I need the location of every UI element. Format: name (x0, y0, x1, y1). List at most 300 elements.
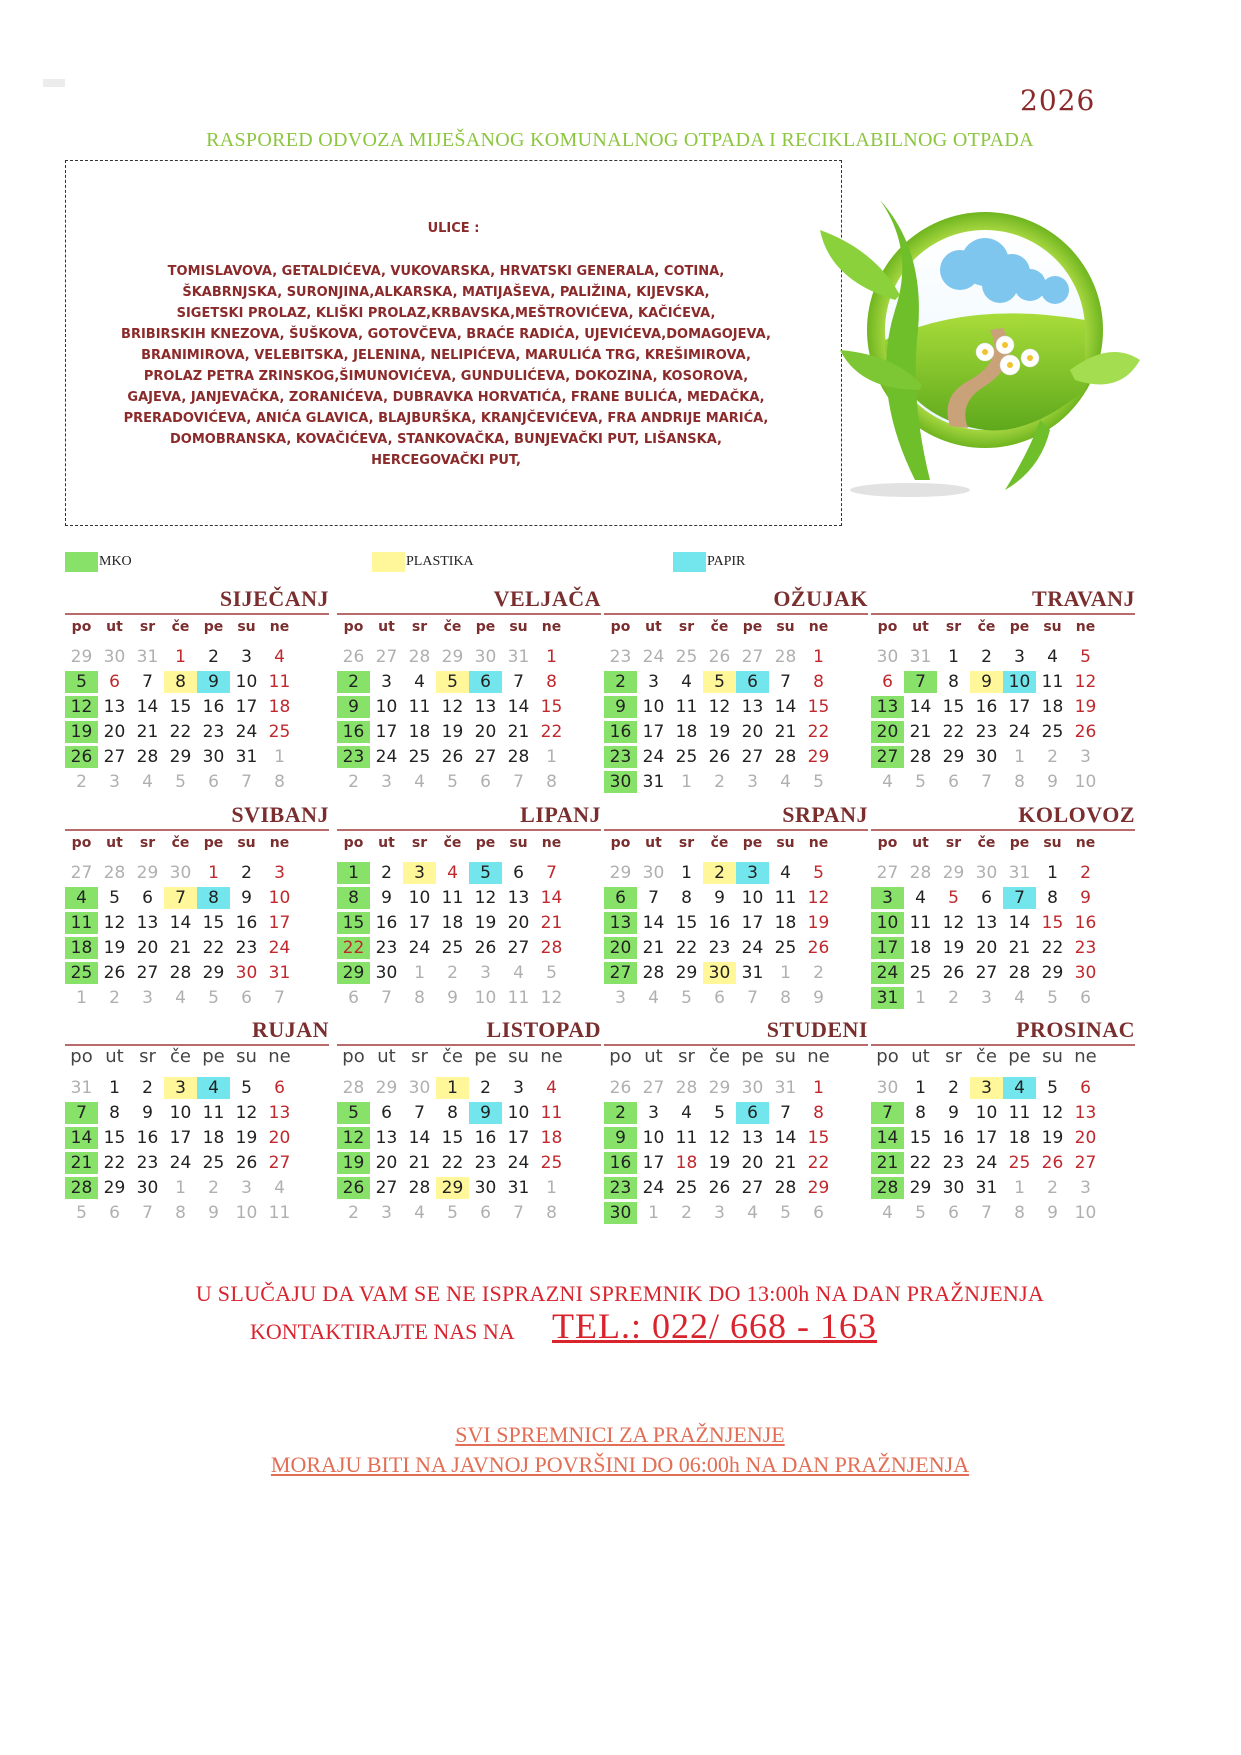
calendar-day-outside: 1 (414, 963, 425, 983)
calendar-day: 14 (408, 1128, 431, 1148)
calendar-day-outside: 5 (1047, 988, 1058, 1008)
calendar-day-outside: 1 (175, 1178, 186, 1198)
calendar-day: 18 (65, 937, 98, 959)
calendar-day-outside: 27 (375, 647, 398, 667)
calendar-day-outside: 1 (274, 747, 285, 767)
weekday-label: če (170, 1046, 191, 1067)
calendar-day: 12 (441, 697, 464, 717)
calendar-day-outside: 2 (208, 1178, 219, 1198)
calendar-day: 19 (708, 1153, 731, 1173)
calendar-day-outside: 11 (268, 1203, 291, 1223)
calendar-day: 13 (741, 1128, 764, 1148)
calendar-day-outside: 7 (513, 1203, 524, 1223)
calendar-day-outside: 28 (909, 863, 932, 883)
calendar-day-outside: 6 (948, 1203, 959, 1223)
calendar-day-outside: 24 (642, 647, 665, 667)
calendar-day-outside: 7 (747, 988, 758, 1008)
weekday-label: ne (1074, 1046, 1097, 1067)
calendar-day: 6 (142, 888, 153, 908)
calendar-day: 18 (1008, 1128, 1031, 1148)
calendar-day: 8 (915, 1103, 926, 1123)
month-divider (604, 829, 868, 831)
weekday-label: ut (105, 1046, 124, 1067)
calendar-day: 5 (337, 1102, 370, 1124)
calendar-day: 10 (871, 912, 904, 934)
calendar-day: 11 (1008, 1103, 1031, 1123)
street-line: BRANIMIROVA, VELEBITSKA, JELENINA, NELIPIĆEVA, MARULIĆA TRG, KREŠIMIROVA, (141, 348, 751, 363)
weekday-label: ne (540, 1046, 563, 1067)
calendar-day: 13 (604, 912, 637, 934)
calendar-day: 24 (642, 1178, 665, 1198)
calendar-day: 13 (103, 697, 126, 717)
calendar-day: 16 (604, 1152, 637, 1174)
calendar-day-outside: 6 (480, 1203, 491, 1223)
calendar-day: 19 (103, 938, 126, 958)
calendar-day: 8 (337, 887, 370, 909)
calendar-day-outside: 6 (208, 772, 219, 792)
calendar-day: 5 (241, 1078, 252, 1098)
calendar-day: 5 (1047, 1078, 1058, 1098)
calendar-day: 27 (975, 963, 998, 983)
calendar-day: 3 (403, 862, 436, 884)
weekday-label: pe (475, 619, 496, 635)
weekday-label: ut (378, 619, 395, 635)
calendar-day: 6 (604, 887, 637, 909)
calendar-day: 16 (375, 913, 398, 933)
calendar-day: 21 (642, 938, 665, 958)
calendar-day-outside: 3 (381, 772, 392, 792)
calendar-day: 3 (736, 862, 769, 884)
calendar-day: 9 (948, 1103, 959, 1123)
month-srpanj (604, 802, 868, 1012)
month-lipanj (337, 802, 601, 1012)
calendar-day: 11 (909, 913, 932, 933)
calendar-day: 10 (268, 888, 291, 908)
calendar-day: 17 (235, 697, 258, 717)
weekday-label: sr (678, 835, 695, 851)
calendar-day-outside: 3 (1080, 747, 1091, 767)
calendar-day: 28 (507, 747, 530, 767)
calendar-day: 17 (975, 1128, 998, 1148)
calendar-day: 5 (65, 671, 98, 693)
calendar-day: 7 (65, 1102, 98, 1124)
calendar-day: 20 (375, 1153, 398, 1173)
calendar-day: 14 (774, 1128, 797, 1148)
calendar-day: 6 (109, 672, 120, 692)
calendar-day: 17 (268, 913, 291, 933)
calendar-day: 24 (169, 1153, 192, 1173)
weekday-label: po (343, 835, 364, 851)
street-line: HERCEGOVAČKI PUT, (371, 453, 521, 468)
calendar-day-outside: 28 (342, 1078, 365, 1098)
calendar-day-outside: 30 (474, 647, 497, 667)
calendar-day: 16 (136, 1128, 159, 1148)
calendar-day-outside: 30 (876, 647, 899, 667)
calendar-day: 1 (813, 647, 824, 667)
calendar-day: 11 (675, 1128, 698, 1148)
calendar-day: 7 (1003, 887, 1036, 909)
calendar-day: 21 (408, 1153, 431, 1173)
calendar-day-outside: 31 (909, 647, 932, 667)
legend-swatch-papir (673, 552, 706, 572)
calendar-day-outside: 31 (507, 647, 530, 667)
calendar-day: 27 (103, 747, 126, 767)
calendar-day: 18 (408, 722, 431, 742)
weekday-label: su (775, 1046, 796, 1067)
calendar-day: 16 (708, 913, 731, 933)
calendar-day: 6 (469, 671, 502, 693)
calendar-day: 12 (1041, 1103, 1064, 1123)
calendar-day-outside: 27 (642, 1078, 665, 1098)
weekday-label: pe (203, 835, 224, 851)
weekday-label: če (710, 835, 729, 851)
calendar-day: 24 (871, 962, 904, 984)
calendar-day-outside: 5 (208, 988, 219, 1008)
calendar-day: 29 (942, 747, 965, 767)
calendar-day: 15 (103, 1128, 126, 1148)
calendar-day: 4 (681, 672, 692, 692)
month-name: RUJAN (251, 1017, 329, 1042)
calendar-day: 24 (507, 1153, 530, 1173)
calendar-day: 3 (648, 1103, 659, 1123)
calendar-day: 19 (441, 722, 464, 742)
calendar-day: 21 (774, 1153, 797, 1173)
calendar-day: 19 (235, 1128, 258, 1148)
calendar-day-outside: 6 (813, 1203, 824, 1223)
calendar-day: 1 (813, 1078, 824, 1098)
calendar-day: 23 (942, 1153, 965, 1173)
calendar-day: 24 (741, 938, 764, 958)
month-name: SVIBANJ (231, 802, 329, 827)
calendar-day: 11 (65, 912, 98, 934)
calendar-day-outside: 7 (981, 1203, 992, 1223)
calendar-day: 14 (507, 697, 530, 717)
calendar-day: 26 (65, 746, 98, 768)
legend-label-plastika: PLASTIKA (406, 554, 474, 569)
month-svibanj (65, 802, 329, 1012)
calendar-day-outside: 2 (714, 772, 725, 792)
calendar-day: 13 (975, 913, 998, 933)
calendar-day: 21 (540, 913, 563, 933)
calendar-day: 18 (909, 938, 932, 958)
calendar-day: 15 (169, 697, 192, 717)
calendar-day: 27 (604, 962, 637, 984)
calendar-day: 13 (136, 913, 159, 933)
calendar-day: 26 (441, 747, 464, 767)
calendar-day-outside: 12 (540, 988, 563, 1008)
calendar-day: 14 (136, 697, 159, 717)
calendar-day: 24 (235, 722, 258, 742)
calendar-day: 12 (474, 888, 497, 908)
calendar-day: 15 (337, 912, 370, 934)
month-name: PROSINAC (1016, 1017, 1135, 1042)
calendar-day-outside: 30 (169, 863, 192, 883)
calendar-day: 27 (507, 938, 530, 958)
month-name: OŽUJAK (773, 586, 868, 611)
calendar-day: 25 (774, 938, 797, 958)
month-divider (871, 613, 1135, 615)
calendar-day: 18 (540, 1128, 563, 1148)
calendar-day: 20 (136, 938, 159, 958)
year: 2026 (1020, 84, 1096, 117)
calendar-day: 1 (681, 863, 692, 883)
calendar-day: 13 (741, 697, 764, 717)
calendar-day: 5 (813, 863, 824, 883)
calendar-day-outside: 1 (546, 1178, 557, 1198)
calendar-day: 27 (871, 746, 904, 768)
calendar-day: 20 (741, 1153, 764, 1173)
calendar-day-outside: 5 (175, 772, 186, 792)
month-divider (337, 829, 601, 831)
calendar-day: 26 (1041, 1153, 1064, 1173)
weekday-label: su (1043, 835, 1062, 851)
calendar-day: 19 (337, 1152, 370, 1174)
calendar-day-outside: 6 (1080, 988, 1091, 1008)
weekday-label: ut (645, 619, 662, 635)
calendar-day: 26 (942, 963, 965, 983)
calendar-day: 24 (408, 938, 431, 958)
calendar-day-outside: 7 (274, 988, 285, 1008)
weekday-label: ne (808, 835, 829, 851)
calendar-day-outside: 9 (447, 988, 458, 1008)
weekday-label: ut (912, 619, 929, 635)
calendar-day: 2 (241, 863, 252, 883)
calendar-day: 15 (202, 913, 225, 933)
calendar-day: 20 (871, 721, 904, 743)
weekday-label: ut (644, 1046, 663, 1067)
calendar-day-outside: 4 (747, 1203, 758, 1223)
calendar-day-outside: 31 (70, 1078, 93, 1098)
calendar-day: 24 (375, 747, 398, 767)
calendar-day: 7 (780, 672, 791, 692)
weekday-label: su (508, 1046, 529, 1067)
weekday-label: pe (742, 835, 763, 851)
month-siječanj (65, 586, 329, 796)
calendar-day-outside: 1 (546, 747, 557, 767)
calendar-day: 19 (1074, 697, 1097, 717)
calendar-day: 29 (675, 963, 698, 983)
calendar-day: 15 (675, 913, 698, 933)
calendar-day: 28 (65, 1177, 98, 1199)
calendar-day: 28 (169, 963, 192, 983)
calendar-day: 10 (741, 888, 764, 908)
calendar-day-outside: 3 (381, 1203, 392, 1223)
weekday-label: ut (106, 619, 123, 635)
calendar-day: 10 (1003, 671, 1036, 693)
calendar-day: 13 (507, 888, 530, 908)
calendar-day: 5 (109, 888, 120, 908)
calendar-day: 12 (65, 696, 98, 718)
calendar-day: 6 (736, 671, 769, 693)
calendar-day-outside: 3 (241, 1178, 252, 1198)
calendar-day: 31 (642, 772, 665, 792)
calendar-day-outside: 28 (408, 647, 431, 667)
calendar-day: 1 (337, 862, 370, 884)
calendar-day: 6 (381, 1103, 392, 1123)
calendar-day: 12 (337, 1127, 370, 1149)
calendar-day: 5 (714, 1103, 725, 1123)
calendar-day-outside: 10 (235, 1203, 258, 1223)
calendar-day: 23 (235, 938, 258, 958)
calendar-day: 17 (375, 722, 398, 742)
calendar-day: 7 (780, 1103, 791, 1123)
calendar-day: 25 (65, 962, 98, 984)
weekday-label: ne (269, 619, 290, 635)
calendar-day: 24 (975, 1153, 998, 1173)
calendar-day: 17 (741, 913, 764, 933)
calendar-day-outside: 5 (447, 772, 458, 792)
calendar-day-outside: 23 (609, 647, 632, 667)
calendar-day: 20 (1074, 1128, 1097, 1148)
calendar-day: 9 (1080, 888, 1091, 908)
calendar-day: 21 (65, 1152, 98, 1174)
calendar-day: 11 (408, 697, 431, 717)
calendar-day: 25 (268, 722, 291, 742)
calendar-day: 16 (235, 913, 258, 933)
legend-swatch-plastika (372, 552, 405, 572)
calendar-day: 22 (540, 722, 563, 742)
calendar-day: 26 (708, 747, 731, 767)
weekday-label: pe (742, 619, 763, 635)
calendar-day-outside: 9 (1047, 1203, 1058, 1223)
calendar-day: 16 (975, 697, 998, 717)
calendar-day: 20 (268, 1128, 291, 1148)
calendar-day: 4 (414, 672, 425, 692)
weekday-label: ut (912, 835, 929, 851)
month-name: KOLOVOZ (1018, 802, 1135, 827)
calendar-day-outside: 29 (609, 863, 632, 883)
weekday-label: po (610, 619, 631, 635)
weekday-label: sr (139, 619, 156, 635)
calendar-day: 22 (169, 722, 192, 742)
weekday-label: sr (139, 1046, 156, 1067)
calendar-day: 22 (942, 722, 965, 742)
weekday-label: pe (203, 619, 224, 635)
calendar-day: 9 (337, 696, 370, 718)
calendar-day-outside: 5 (780, 1203, 791, 1223)
calendar-day: 7 (142, 672, 153, 692)
calendar-day: 15 (807, 697, 830, 717)
calendar-day: 6 (882, 672, 893, 692)
calendar-day: 5 (436, 671, 469, 693)
calendar-day-outside: 5 (76, 1203, 87, 1223)
calendar-day: 11 (441, 888, 464, 908)
calendar-day-outside: 4 (175, 988, 186, 1008)
calendar-day: 14 (774, 697, 797, 717)
street-line: BRIBIRSKIH KNEZOVA, ŠUŠKOVA, GOTOVČEVA, BRAĆE RADIĆA, UJEVIĆEVA,DOMAGOJEVA, (121, 327, 771, 342)
calendar-day: 1 (915, 1078, 926, 1098)
calendar-day-outside: 28 (103, 863, 126, 883)
calendar-day: 20 (975, 938, 998, 958)
weekday-label: sr (678, 1046, 695, 1067)
weekday-label: pe (202, 1046, 225, 1067)
calendar-day: 6 (513, 863, 524, 883)
calendar-day-outside: 30 (408, 1078, 431, 1098)
calendar-day: 2 (142, 1078, 153, 1098)
calendar-day: 24 (268, 938, 291, 958)
calendar-day: 12 (942, 913, 965, 933)
calendar-day-outside: 2 (1047, 1178, 1058, 1198)
calendar-day-outside: 2 (76, 772, 87, 792)
calendar-day-outside: 5 (915, 1203, 926, 1223)
calendar-day-outside: 29 (70, 647, 93, 667)
calendar-day: 31 (268, 963, 291, 983)
calendar-day: 7 (648, 888, 659, 908)
calendar-day: 22 (807, 722, 830, 742)
month-studeni (604, 1017, 868, 1227)
calendar-day: 3 (381, 672, 392, 692)
notice-deadline: MORAJU BITI NA JAVNOJ POVRŠINI DO 06:00h NA DAN PRAŽNJENJA (270, 1452, 970, 1477)
calendar-day-outside: 29 (441, 647, 464, 667)
calendar-day-outside: 5 (915, 772, 926, 792)
calendar-day-outside: 6 (948, 772, 959, 792)
weekday-label: po (877, 835, 898, 851)
calendar-day: 28 (1008, 963, 1031, 983)
calendar-day: 4 (780, 863, 791, 883)
calendar-day: 22 (441, 1153, 464, 1173)
calendar-day-outside: 29 (942, 863, 965, 883)
calendar-day: 2 (948, 1078, 959, 1098)
calendar-day: 7 (904, 671, 937, 693)
calendar-day-outside: 26 (342, 647, 365, 667)
calendar-day: 8 (546, 672, 557, 692)
weekday-label: po (876, 1046, 899, 1067)
calendar-day: 4 (1047, 647, 1058, 667)
calendar-day: 8 (1047, 888, 1058, 908)
calendar-day: 29 (807, 1178, 830, 1198)
calendar-day-outside: 4 (648, 988, 659, 1008)
calendar-day-outside: 27 (741, 647, 764, 667)
calendar-day: 30 (202, 747, 225, 767)
calendar-day: 17 (871, 937, 904, 959)
weekday-label: su (776, 835, 795, 851)
calendar-day-outside: 6 (480, 772, 491, 792)
calendar-day: 9 (241, 888, 252, 908)
weekday-label: sr (678, 619, 695, 635)
calendar-day: 6 (736, 1102, 769, 1124)
calendar-day-outside: 6 (348, 988, 359, 1008)
calendar-day-outside: 3 (109, 772, 120, 792)
legend-label-papir: PAPIR (707, 554, 746, 569)
weekday-label: po (343, 619, 364, 635)
calendar-day: 13 (375, 1128, 398, 1148)
calendar-day-outside: 30 (741, 1078, 764, 1098)
calendar-day: 22 (909, 1153, 932, 1173)
weekday-label: sr (411, 835, 428, 851)
calendar-day: 16 (942, 1128, 965, 1148)
weekday-label: sr (945, 1046, 962, 1067)
calendar-day: 3 (970, 1077, 1003, 1099)
calendar-day: 31 (741, 963, 764, 983)
calendar-day: 23 (375, 938, 398, 958)
phone-number[interactable]: TEL.: 022/ 668 - 163 (552, 1306, 877, 1346)
calendar-day: 11 (1041, 672, 1064, 692)
calendar-day: 3 (164, 1077, 197, 1099)
calendar-day: 9 (714, 888, 725, 908)
calendar-day-outside: 4 (882, 772, 893, 792)
calendar-day-outside: 1 (681, 772, 692, 792)
calendar-day: 2 (480, 1078, 491, 1098)
calendar-day: 12 (807, 888, 830, 908)
weekday-label: sr (411, 619, 428, 635)
month-name: LISTOPAD (486, 1017, 601, 1042)
calendar-day: 9 (142, 1103, 153, 1123)
calendar-day: 22 (675, 938, 698, 958)
calendar-day-outside: 7 (981, 772, 992, 792)
calendar-day-outside: 5 (681, 988, 692, 1008)
calendar-day: 23 (1074, 938, 1097, 958)
weekday-label: po (71, 835, 92, 851)
